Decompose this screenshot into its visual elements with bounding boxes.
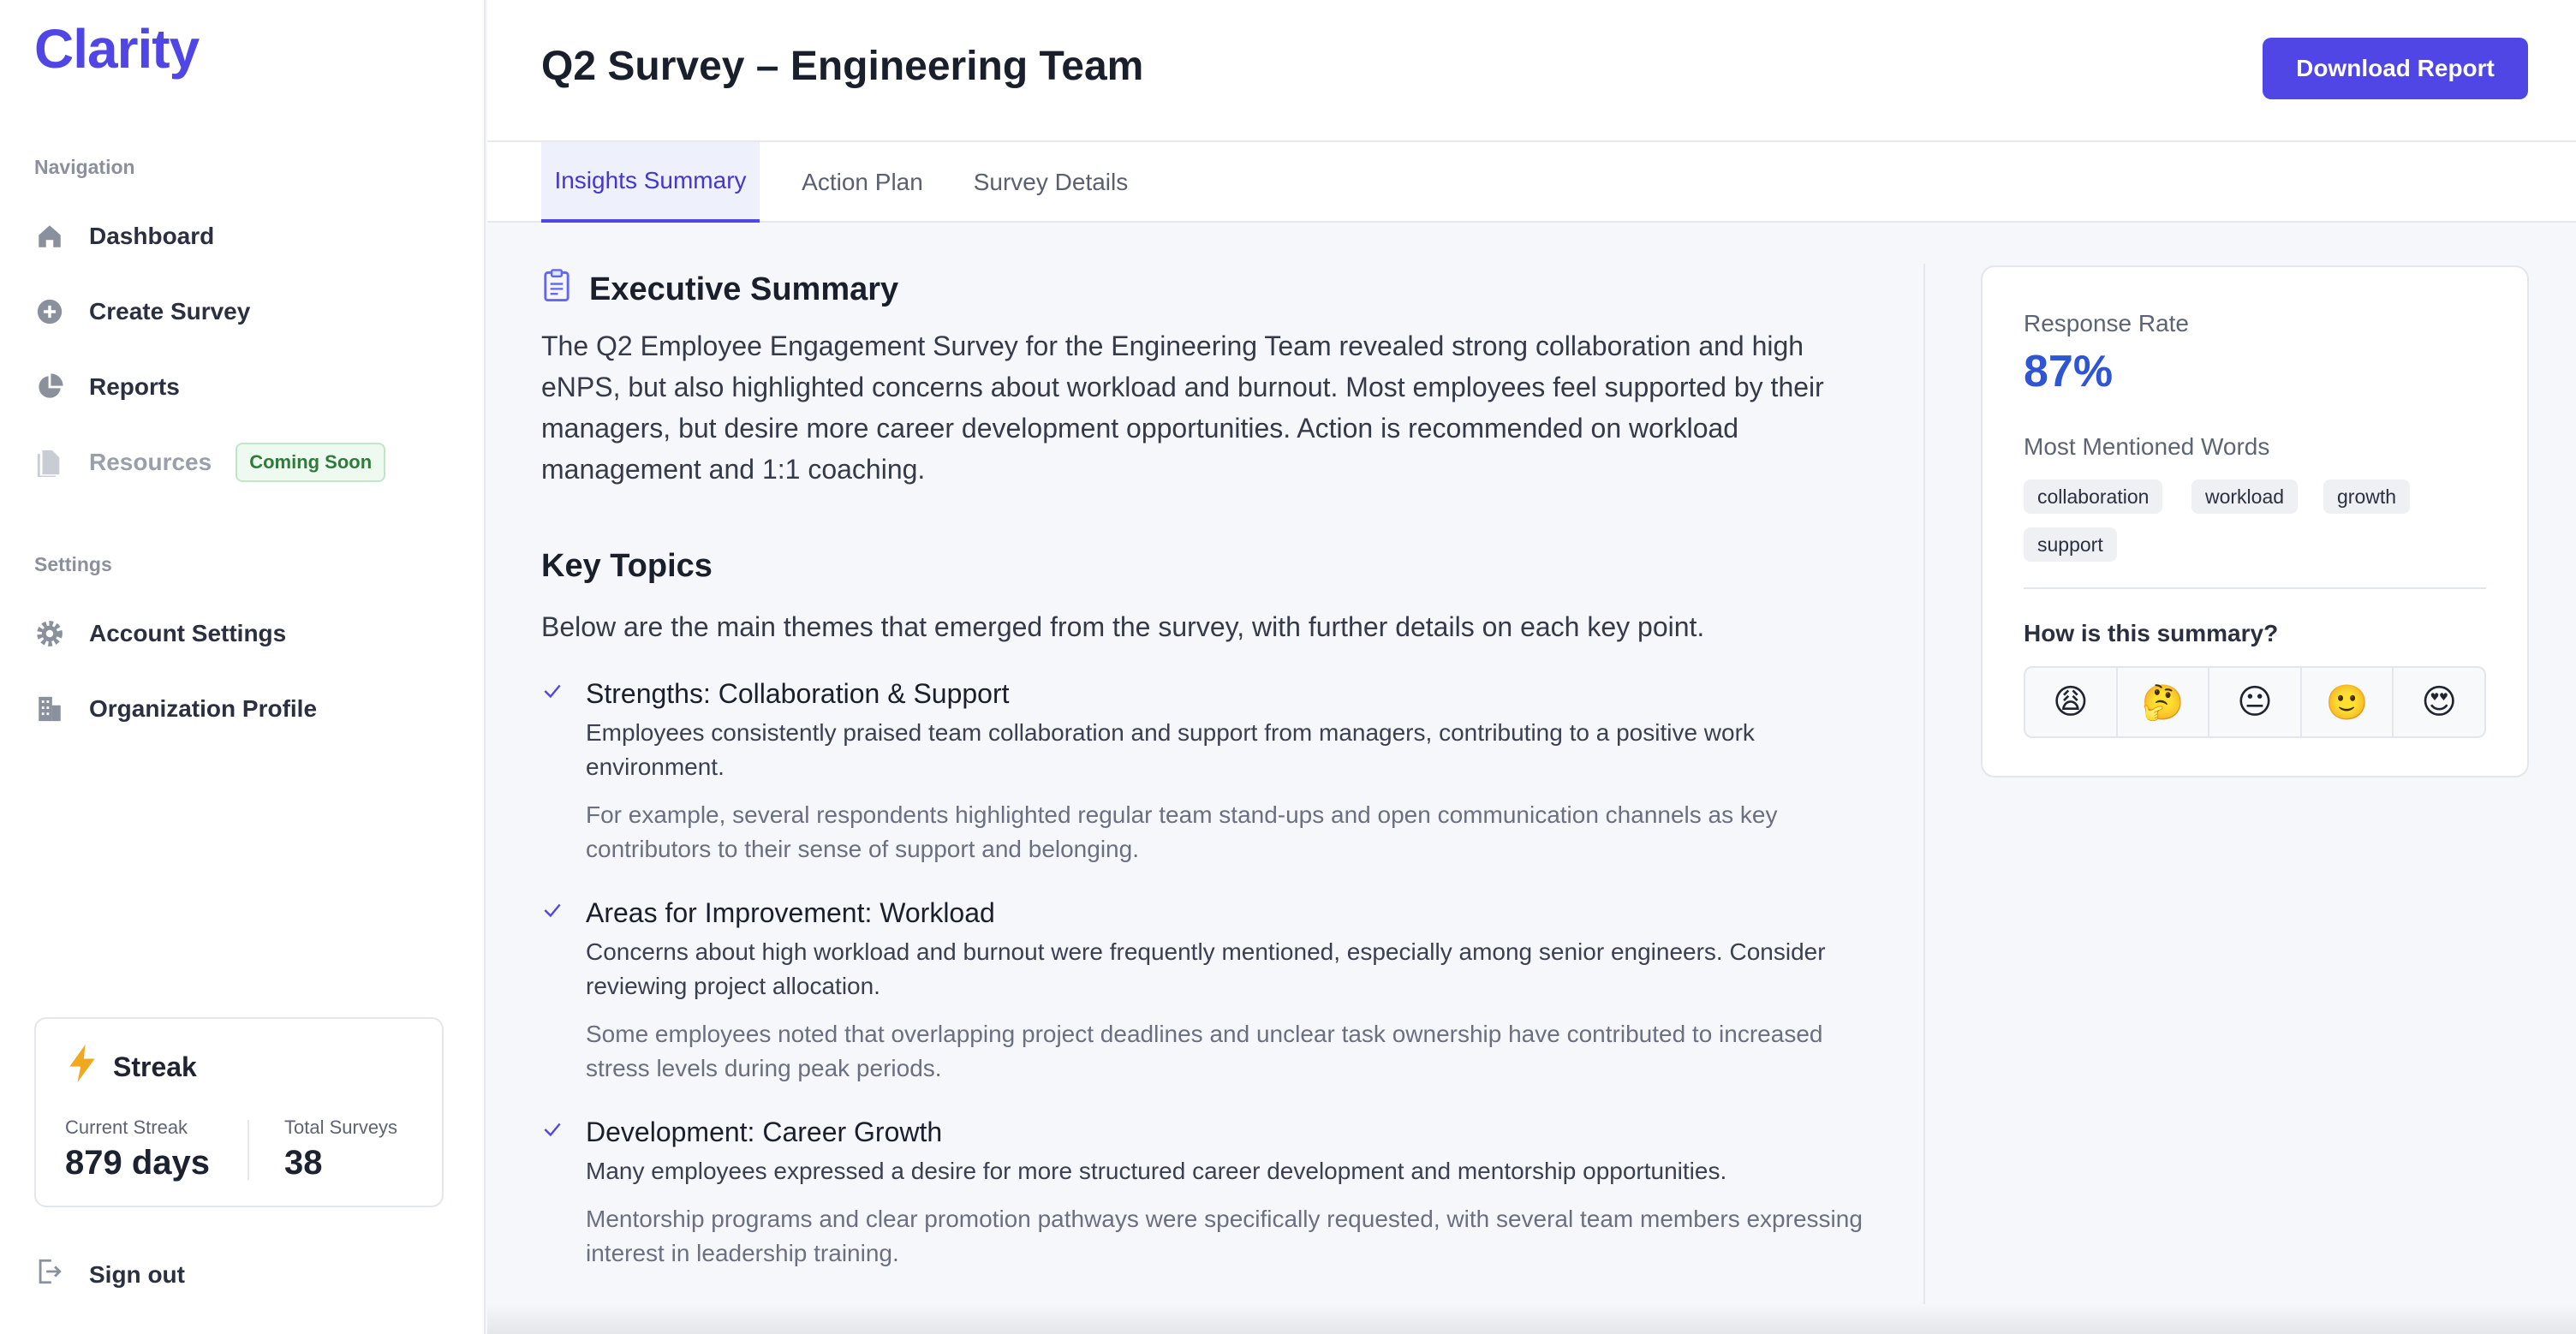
topic-title: Strengths: Collaboration & Support [586,678,1010,709]
sidebar [0,0,486,1334]
current-streak-value: 879 days [65,1144,211,1182]
feedback-emoji-button[interactable]: 😩 [2025,668,2118,736]
streak-divider [247,1120,249,1180]
lightning-icon [65,1045,99,1089]
executive-summary-text: The Q2 Employee Engagement Survey for the Engineering Team revealed strong collaboration and high eNPS, but also highlighted concerns about workload and burnout. Most employees feel supported by their managers, but desire more career development opportunities. Action is recommended on workload management and 1:1 coaching. [541,331,1824,485]
topic-example: Mentorship programs and clear promotion pathways were specifically requested, with several team members expressing interest in leadership training. [586,1206,1863,1266]
word-chip: collaboration [2024,479,2162,514]
topic-description: Concerns about high workload and burnout were frequently mentioned, especially among senior engineers. Consider reviewing project allocation. [586,938,1826,999]
page-title: Q2 Survey – Engineering Team [541,44,1144,89]
feedback-emoji-button[interactable]: 😐 [2209,668,2302,736]
sidebar-item-resources[interactable] [34,438,385,486]
check-icon [541,1118,567,1144]
building-icon [34,694,65,724]
most-mentioned-words-label: Most Mentioned Words [2024,433,2270,460]
pie-chart-icon [34,372,65,402]
sidebar-item-organization-profile[interactable] [34,685,317,733]
sign-out-button[interactable] [34,1257,185,1292]
total-surveys-value: 38 [284,1144,323,1182]
sidebar-item-label: Account Settings [89,620,287,646]
topic-description: Many employees expressed a desire for more structured career development and mentorship opportunities. [586,1158,1727,1184]
summary-feedback-question: How is this summary? [2024,620,2279,646]
check-icon [541,680,567,706]
nav-section-label: Navigation [34,156,135,178]
topic-description: Employees consistently praised team collaboration and support from managers, contributing to a positive work environment. [586,719,1755,780]
executive-summary-heading [541,269,898,310]
word-chip: growth [2323,479,2410,514]
bottom-shadow [487,1304,2576,1334]
streak-title [65,1045,197,1089]
sidebar-item-label: Resources [89,449,212,475]
key-topics-intro: Below are the main themes that emerged from the survey, with further details on each key point. [541,611,1705,642]
streak-title-label: Streak [113,1051,197,1082]
page-header [487,0,2576,142]
plus-circle-icon [34,296,65,327]
sidebar-item-dashboard[interactable] [34,212,214,260]
executive-summary-title: Executive Summary [589,271,899,307]
topic-title: Development: Career Growth [586,1117,943,1147]
check-icon [541,899,567,925]
content-divider [1923,264,1925,1304]
word-chip: support [2024,527,2117,562]
sidebar-item-label: Organization Profile [89,695,318,722]
topic-example: For example, several respondents highlighted regular team stand-ups and open communication channels as key contributors to their sense of support and belonging. [586,801,1778,862]
total-surveys [284,1117,397,1182]
tab-insights-summary[interactable]: Insights Summary [541,142,760,223]
streak-card [34,1017,444,1207]
tab-survey-details[interactable]: Survey Details [973,169,1129,195]
file-icon [34,447,65,478]
feedback-emoji-button[interactable]: 😍 [2421,683,2458,721]
sidebar-item-create-survey[interactable] [34,288,250,336]
sidebar-item-label: Create Survey [89,298,251,325]
download-report-button[interactable]: Download Report [2263,38,2528,99]
key-topics-heading: Key Topics [541,548,713,584]
sidebar-item-label: Reports [89,373,180,400]
total-surveys-label: Total Surveys [284,1117,398,1138]
response-rate-label: Response Rate [2024,310,2190,336]
word-chip: workload [2191,479,2298,514]
home-icon [34,221,65,252]
sidebar-item-reports[interactable] [34,363,180,411]
sign-out-icon [34,1257,63,1292]
sign-out-label: Sign out [89,1260,185,1288]
tab-bar [487,142,2576,223]
gear-icon [34,618,65,649]
clipboard-icon [541,269,572,310]
sidebar-item-account-settings[interactable] [34,610,286,658]
topic-example: Some employees noted that overlapping project deadlines and unclear task ownership have contributed to increased stress levels during peak periods. [586,1021,1823,1081]
current-streak [65,1117,210,1182]
topic-title: Areas for Improvement: Workload [586,897,995,928]
coming-soon-badge: Coming Soon [236,443,385,482]
insights-card [1981,265,2529,777]
response-rate-value: 87% [2024,347,2114,396]
settings-section-label: Settings [34,553,112,575]
feedback-emoji-button[interactable]: 🤔 [2118,668,2210,736]
current-streak-label: Current Streak [65,1117,188,1138]
tab-action-plan[interactable]: Action Plan [802,169,923,195]
feedback-emoji-group [2024,666,2486,738]
sidebar-item-label: Dashboard [89,223,215,249]
feedback-emoji-button[interactable]: 🙂 [2302,668,2394,736]
app-logo[interactable]: Clarity [34,18,200,80]
card-divider [2024,587,2486,589]
